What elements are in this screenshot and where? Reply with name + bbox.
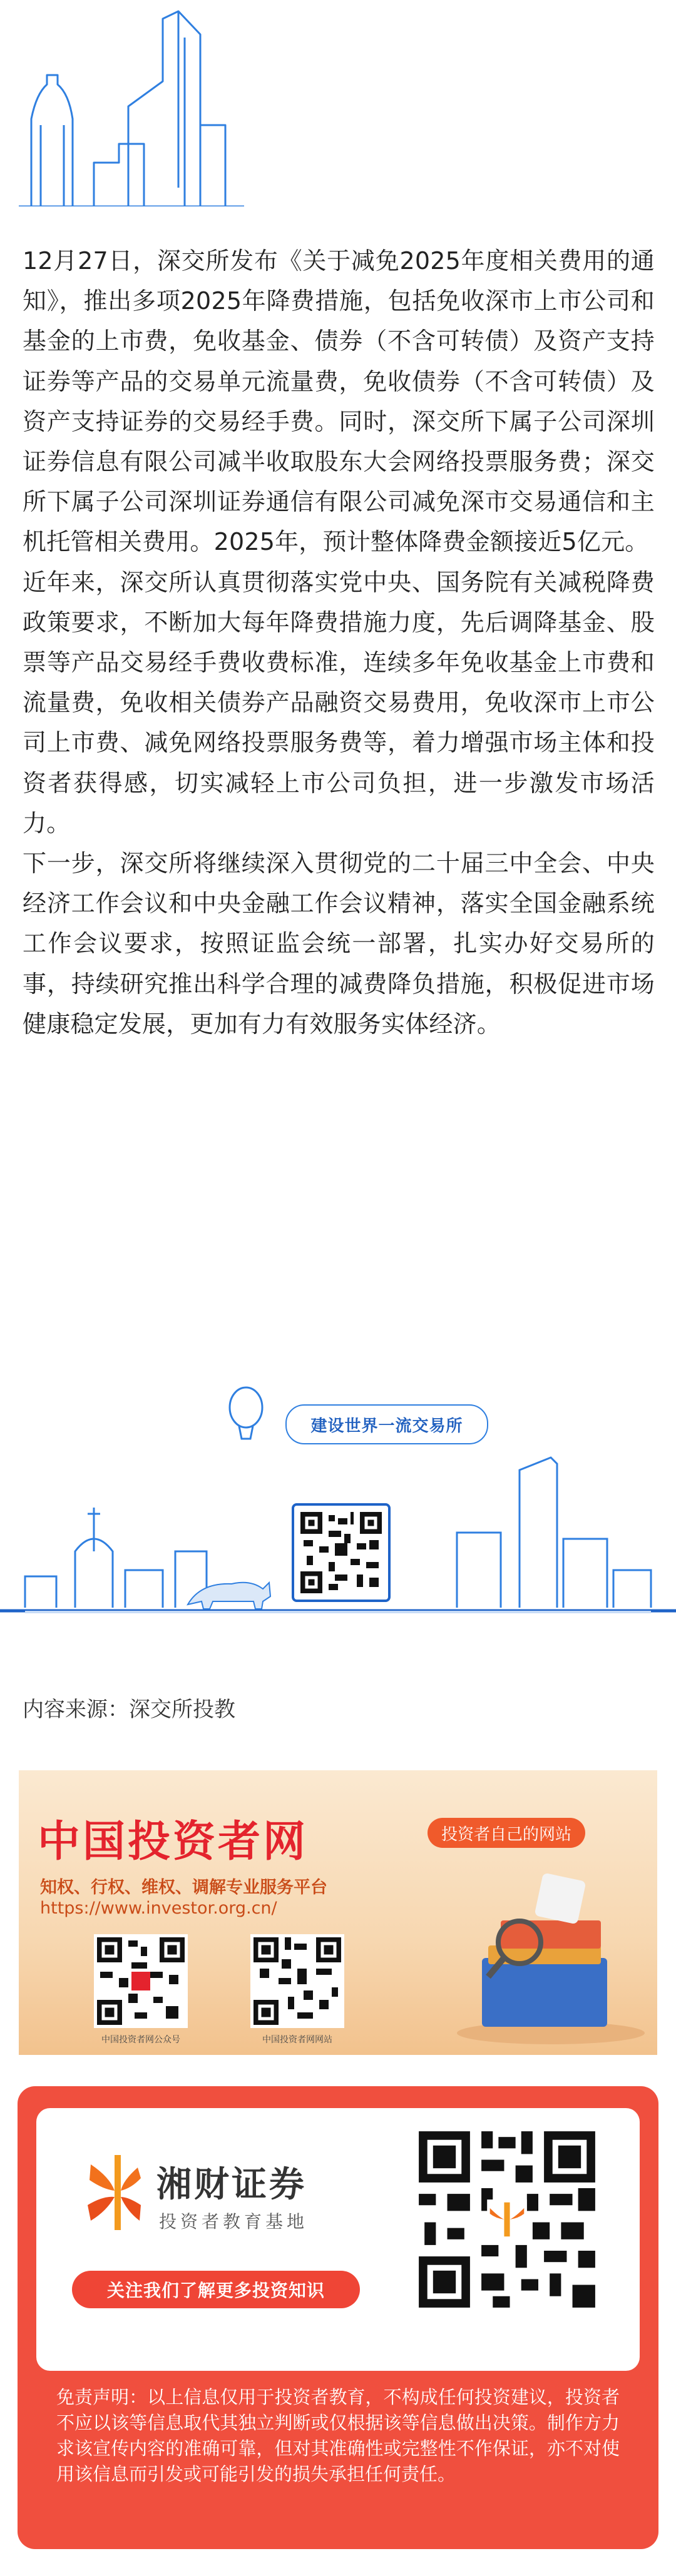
banner-tag: 投资者自己的网站 — [428, 1818, 585, 1848]
disclaimer-text: 免责声明：以上信息仅用于投资者教育，不构成任何投资建议，投资者不应以该等信息取代其独立判断或仅根据该等信息做出决策。制作方力求该宣传内容的准确可靠，但对其准确性或完整性不作保证，亦不对使用该信息而引发或可能引发的损失承担任何责任。 — [56, 2386, 620, 2485]
banner-decoration — [444, 1864, 645, 2052]
article-paragraph-2: 近年来，深交所认真贯彻落实党中央、国务院有关减税降费政策要求，不断加大每年降费措施力度，先后调降基金、股票等产品交易经手费收费标准，连续多年免收基金上市费和流量费，免收相关债券产品融资交易费用，免收深市上市公司上市费、减免网络投票服务费等，着力增强市场主体和投资者获得感，切实减轻上市公司负担，进一步激发市场活力。 — [23, 568, 655, 837]
banner-url[interactable]: https://www.investor.org.cn/ — [40, 1899, 277, 1918]
xiangcai-qr-code — [413, 2126, 601, 2313]
content-source: 内容来源：深交所投教 — [23, 1697, 235, 1722]
xiangcai-logo-icon — [84, 2152, 144, 2233]
article-paragraph-3: 下一步，深交所将继续深入贯彻党的二十届三中全会、中央经济工作会议和中央金融工作会议精神，落实全国金融系统工作会议要求，按照证监会统一部署，扎实办好交易所的事，持续研究推出科学合理的减费降负措施，积极促进市场健康稳定发展，更加有力有效服务实体经济。 — [23, 849, 655, 1038]
slogan-bubble: 建设世界一流交易所 — [285, 1404, 488, 1444]
banner-qr-code-website — [250, 1934, 344, 2028]
hero-skyline-illustration — [19, 0, 282, 206]
article-paragraph-1: 12月27日，深交所发布《关于减免2025年度相关费用的通知》，推出多项2025年降费措施，包括免收深市上市公司和基金的上市费，免收基金、债券（不含可转债）及资产支持证券等产品的交易单元流量费，免收债券（不含可转债）及资产支持证券的交易经手费。同时，深交所下属子公司深圳证券信息有限公司减半收取股东大会网络投票服务费；深交所下属子公司深圳证券通信有限公司减免深市交易通信和主机托管相关费用。2025年，预计整体降费金额接近5亿元。 — [23, 247, 655, 556]
banner-qr-code-wechat — [94, 1934, 188, 2028]
banner-qr2-caption: 中国投资者网网站 — [262, 2035, 332, 2045]
follow-button[interactable]: 关注我们了解更多投资知识 — [72, 2271, 360, 2308]
banner-subtitle: 知权、行权、维权、调解专业服务平台 — [40, 1878, 327, 1897]
article-body — [23, 241, 655, 1044]
banner-title: 中国投资者网 — [38, 1817, 309, 1867]
banner-qr1-caption: 中国投资者网公众号 — [101, 2035, 180, 2045]
illustration-qr-code — [292, 1503, 391, 1602]
brand-name: 湘财证券 — [156, 2164, 307, 2205]
investor-network-banner[interactable] — [19, 1770, 657, 2055]
brand-subtitle: 投资者教育基地 — [159, 2211, 309, 2232]
